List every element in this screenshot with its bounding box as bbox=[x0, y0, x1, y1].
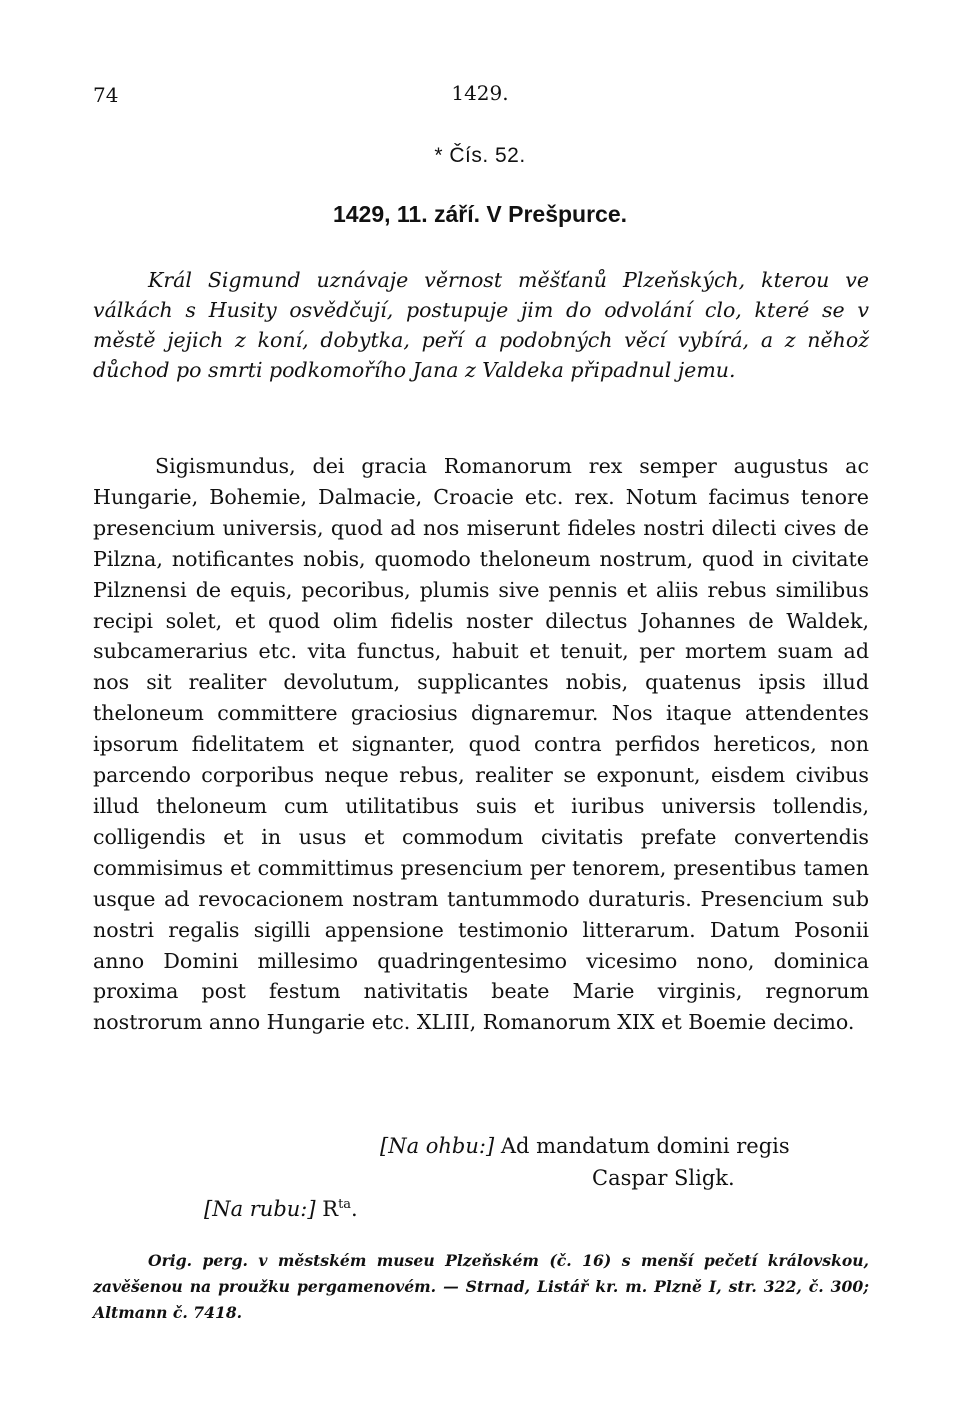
verso-note-superscript: ta bbox=[338, 1197, 352, 1212]
document-number: * Čís. 52. bbox=[434, 144, 526, 167]
document-heading: 1429, 11. září. V Prešpurce. bbox=[332, 201, 628, 227]
charter-text: Sigismundus, dei gracia Romanorum rex semper augustus ac Hungarie, Bohemie, Dalmacie, Croacie etc. rex. Notum facimus tenore presencium universis, quod ad nos miserunt fideles nostri dilecti cives de Pilzna, notificantes nobis, quomodo theloneum nostrum, quod in civitate Pilznensi de equis, pecoribus, plumis sive pennis et aliis rebus similibus recipi solet, et quod olim fidelis noster dilectus Johannes de Waldek, subcamerarius etc. vita functus, habuit et tenuit, per mortem suam ad nos sit realiter devolutum, supplicantes nobis, quatenus ipsis illud theloneum committere graciosius dignaremur. Nos itaque attendentes ipsorum fidelitatem et signanter, quod contra perfidos hereticos, non parcendo corporibus neque rebus, realiter se exponunt, eisdem civibus illud theloneum cum utilitatibus suis et iuribus universis tollendis, colligendis et in usus et commodum civitatis prefate convertendis commisimus et committimus presencium per tenorem, presentibus tamen usque ad revocacionem nostram tantummodo duraturis. Presencium sub nostri regalis sigilli appensione testimonio litterarum. Datum Posonii anno Domini millesimo quadringentesimo vicesimo nono, dominica proxima post festum nativitatis beate Marie virginis, regnorum nostrorum anno Hungarie etc. XLIII, Romanorum XIX et Boemie decimo. bbox=[93, 454, 869, 1035]
verso-note bbox=[204, 1194, 358, 1224]
regest-summary: Král Sigmund uznávaje věrnost měšťanů Plzeňských, kterou ve válkách s Husity osvědčují, postupuje jim do odvolání clo, které se v městě jejich z koní, dobytka, peří a podobných věcí vybírá, a z něhož důchod po smrti podkomořího Jana z Valdeka připadnul jemu. bbox=[93, 268, 869, 382]
fold-note-text: Ad mandatum domini regis bbox=[500, 1134, 790, 1158]
verso-note-text: R bbox=[322, 1197, 339, 1221]
fold-note bbox=[380, 1130, 790, 1194]
fold-note-label: [Na ohbu:] bbox=[380, 1134, 495, 1158]
page-number: 74 bbox=[93, 83, 119, 107]
running-head: 1429. bbox=[451, 81, 509, 105]
source-note: Orig. perg. v městském museu Plzeňském (č. 16) s menší pečetí královskou, zavěšenou na proužku pergamenovém. — Strnad, Listář kr. m. Plzně I, str. 322, č. 300; Altmann č. 7418. bbox=[93, 1251, 869, 1322]
verso-note-label: [Na rubu:] bbox=[204, 1197, 316, 1221]
fold-note-signer: Caspar Sligk. bbox=[592, 1166, 735, 1190]
verso-note-end: . bbox=[351, 1197, 358, 1221]
